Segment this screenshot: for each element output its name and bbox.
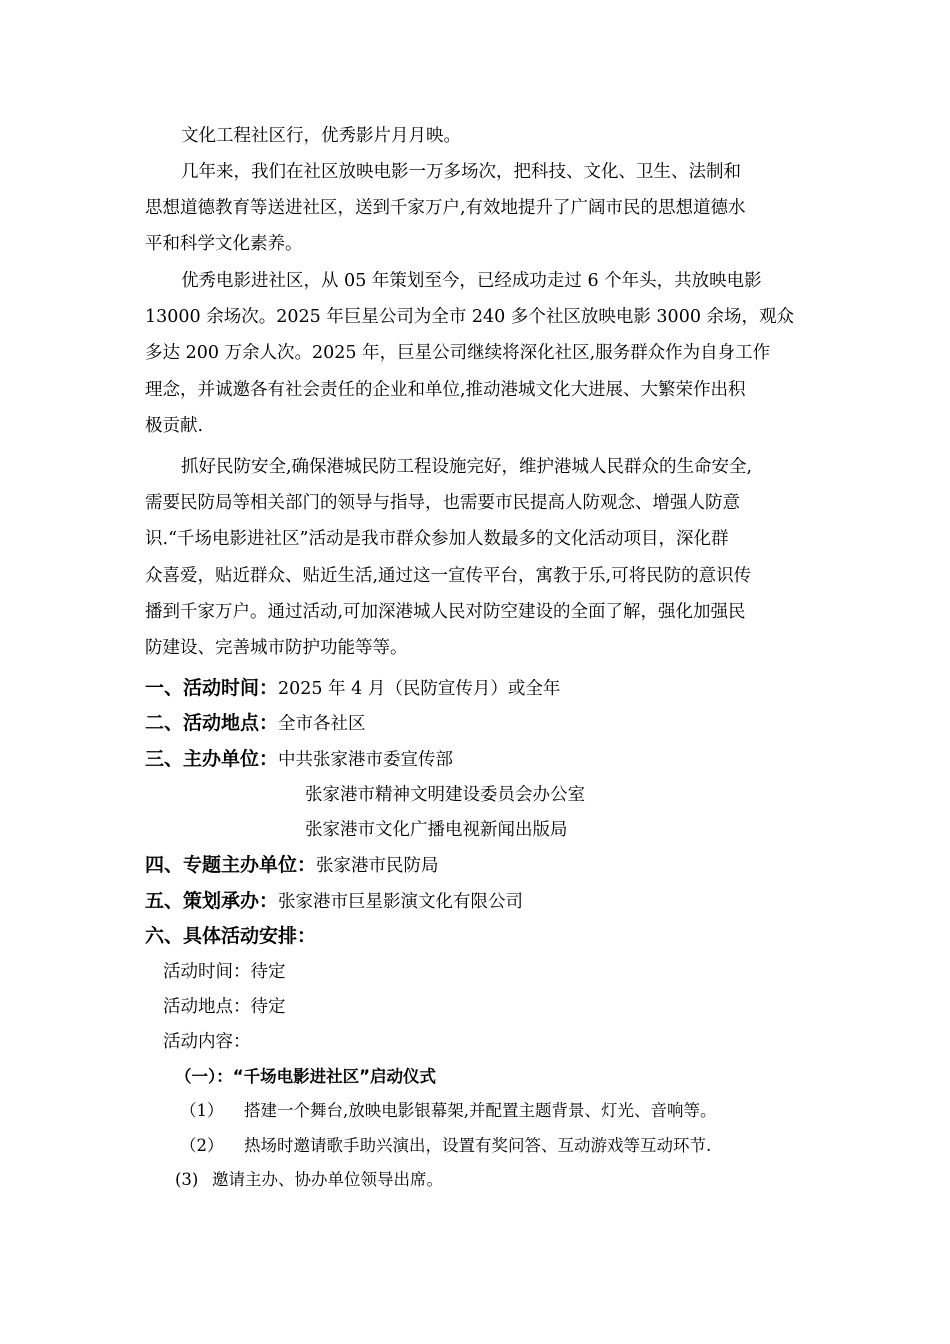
section-arrangement (145, 919, 316, 954)
section-organizers (145, 742, 453, 777)
text-line: 极贡献. (145, 415, 204, 436)
list-item (180, 1129, 711, 1163)
arrangement-content: 活动内容： (163, 1032, 251, 1052)
text-line: 13000 余场次。2025 年巨星公司为全市 240 多个社区放映电影 3000 余场，观众 (145, 307, 795, 328)
text-line: 多达 200 万余人次。2025 年，巨星公司继续将深化社区,服务群众作为自身工作 (145, 343, 771, 364)
text-line: 识.“千场电影进社区”活动是我市群众参加人数最多的文化活动项目，深化群 (145, 529, 729, 550)
text-line: 优秀电影进社区，从 05 年策划至今，已经成功走过 6 个年头，共放映电影 (181, 271, 762, 291)
arrangement-time: 活动时间：待定 (163, 962, 286, 982)
list-item (175, 1163, 443, 1197)
section-activity-time (145, 671, 560, 706)
section-activity-place (145, 706, 366, 741)
section-heading: 三、主办单位： (145, 748, 279, 770)
section-value: 2025 年 4 月（民防宣传月）或全年 (278, 679, 561, 699)
organizer-line: 张家港市精神文明建设委员会办公室 (305, 785, 585, 805)
paragraph-history (145, 154, 810, 263)
paragraph-achievements (145, 263, 810, 444)
list-item (180, 1094, 717, 1128)
organizer-line: 张家港市文化广播电视新闻出版局 (305, 820, 568, 840)
list-item-number: （1） (180, 1101, 224, 1120)
section-heading: 六、具体活动安排： (145, 925, 317, 947)
text-line: 理念，并诚邀各有社会责任的企业和单位,推动港城文化大进展、大繁荣作出积 (145, 379, 746, 400)
text-line: 播到千家万户。通过活动,可加深港城人民对防空建设的全面了解，强化加强民 (145, 601, 746, 622)
list-item-number: （2） (180, 1136, 224, 1155)
list-item-text: 热场时邀请歌手助兴演出，设置有奖问答、互动游戏等互动环节. (244, 1136, 712, 1155)
text-line: 平和科学文化素养。 (145, 234, 303, 255)
list-item-number: (3) (175, 1170, 199, 1189)
paragraph-civil-defense (145, 449, 810, 666)
text-line: 思想道德教育等送进社区，送到千家万户,有效地提升了广阔市民的思想道德水 (145, 198, 746, 219)
section-heading: 二、活动地点： (145, 712, 279, 734)
text-line: 抓好民防安全,确保港城民防工程设施完好，维护港城人民群众的生命安全, (181, 457, 753, 477)
text-line: 几年来，我们在社区放映电影一万多场次，把科技、文化、卫生、法制和 (181, 162, 741, 182)
text-line: 文化工程社区行，优秀影片月月映。 (181, 126, 461, 146)
section-value: 张家港市巨星影演文化有限公司 (278, 892, 524, 912)
section-planner (145, 884, 523, 919)
section-heading: 一、活动时间： (145, 677, 279, 699)
text-line: 需要民防局等相关部门的领导与指导，也需要市民提高人防观念、增强人防意 (145, 493, 740, 514)
section-value: 张家港市民防局 (316, 856, 439, 876)
section-value: 全市各社区 (278, 714, 366, 734)
list-item-text: 邀请主办、协办单位领导出席。 (212, 1170, 443, 1189)
section-heading: 五、策划承办： (145, 890, 279, 912)
paragraph-intro (145, 118, 810, 154)
section-special-organizer (145, 848, 439, 883)
arrangement-place: 活动地点：待定 (163, 997, 286, 1017)
list-item-text: 搭建一个舞台,放映电影银幕架,并配置主题背景、灯光、音响等。 (244, 1101, 717, 1120)
section-value: 中共张家港市委宣传部 (278, 750, 454, 770)
text-line: 众喜爱，贴近群众、贴近生活,通过这一宣传平台，寓教于乐,可将民防的意识传 (145, 565, 752, 586)
section-heading: 四、专题主办单位： (145, 854, 317, 876)
subsection-heading: （一）：“千场电影进社区”启动仪式 (175, 1067, 436, 1086)
text-line: 防建设、完善城市防护功能等等。 (145, 638, 408, 659)
